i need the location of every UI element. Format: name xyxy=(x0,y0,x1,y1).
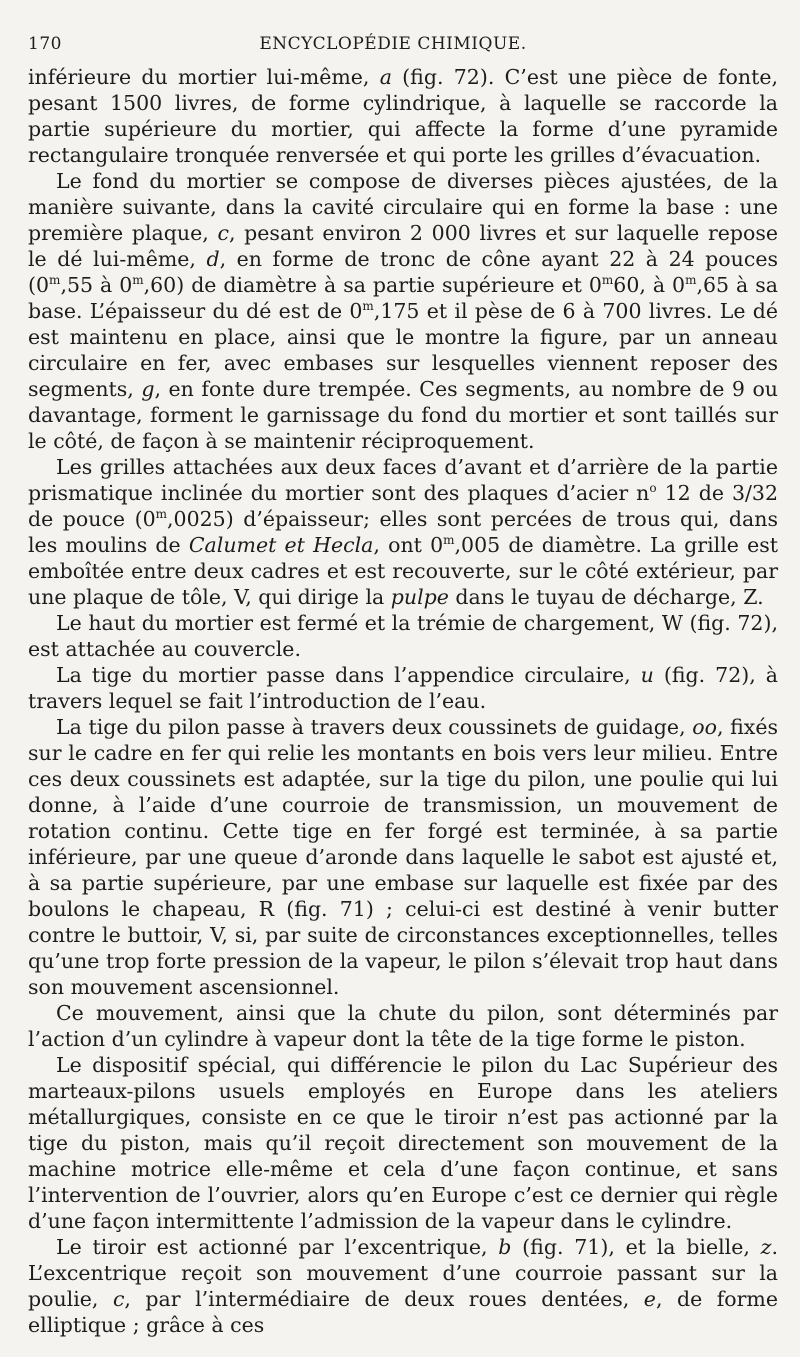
paragraph: Le fond du mortier se compose de diverses pièces ajustées, de la manière suivante, dans la cavité circulaire qui en forme la base : une première plaque, c, pesant environ 2 000 livres et sur laquelle repose le dé lui-même, d, en forme de tronc de cône ayant 22 à 24 pouces (0$^m$,55 à 0$^m$,60) de diamètre à sa partie supérieure et 0$^m$60, à 0$^m$,65 à sa base. L’épaisseur du dé est de 0$^m$,175 et il pèse de 6 à 700 livres. Le dé est maintenu en place, ainsi que le montre la figure, par un anneau circulaire en fer, avec embases sur lesquelles viennent reposer des segments, g, en fonte dure trempée. Ces segments, au nombre de 9 ou davantage, forment le garnissage du fond du mortier et sont taillés sur le côté, de façon à se maintenir réciproquement. xyxy=(28,169,778,453)
page-header xyxy=(28,34,778,62)
page-number: 170 xyxy=(28,34,62,54)
running-title: ENCYCLOPÉDIE CHIMIQUE. xyxy=(259,34,527,54)
paragraph: Le haut du mortier est fermé et la trémie de chargement, W (fig. 72), est attachée au couvercle. xyxy=(28,611,778,661)
paragraph: La tige du mortier passe dans l’appendice circulaire, u (fig. 72), à travers lequel se fait l’introduction de l’eau. xyxy=(28,663,778,713)
paragraph: inférieure du mortier lui-même, a (fig. 72). C’est une pièce de fonte, pesant 1500 livres, de forme cylindrique, à laquelle se raccorde la partie supérieure du mortier, qui affecte la forme d’une pyramide rectangulaire tronquée renversée et qui porte les grilles d’évacuation. xyxy=(28,65,778,167)
paragraph: La tige du pilon passe à travers deux coussinets de guidage, oo, fixés sur le cadre en fer qui relie les montants en bois vers leur milieu. Entre ces deux coussinets est adaptée, sur la tige du pilon, une poulie qui lui donne, à l’aide d’une courroie de transmission, un mouvement de rotation continu. Cette tige en fer forgé est terminée, à sa partie inférieure, par une queue d’aronde dans laquelle le sabot est ajusté et, à sa partie supérieure, par une embase sur laquelle est fixée par des boulons le chapeau, R (fig. 71) ; celui-ci est destiné à venir butter contre le buttoir, V, si, par suite de circonstances exceptionnelles, telles qu’une trop forte pression de la vapeur, le pilon s’élevait trop haut dans son mouvement ascensionnel. xyxy=(28,715,778,999)
paragraph: Les grilles attachées aux deux faces d’avant et d’arrière de la partie prismatique inclinée du mortier sont des plaques d’acier $n^o$ 12 de 3/32 de pouce (0$^m$,0025) d’épaisseur; elles sont percées de trous qui, dans les moulins de Calumet et Hecla, ont 0$^m$,005 de diamètre. La grille est emboîtée entre deux cadres et est recouverte, sur le côté extérieur, par une plaque de tôle, V, qui dirige la pulpe dans le tuyau de décharge, Z. xyxy=(28,455,778,609)
body-text xyxy=(28,64,778,1338)
paragraph: Ce mouvement, ainsi que la chute du pilon, sont déterminés par l’action d’un cylindre à vapeur dont la tête de la tige forme le piston. xyxy=(28,1001,778,1051)
paragraph: Le tiroir est actionné par l’excentrique, b (fig. 71), et la bielle, z. L’excentrique reçoit son mouvement d’une courroie passant sur la poulie, c, par l’intermédiaire de deux roues dentées, e, de forme elliptique ; grâce à ces xyxy=(28,1235,779,1337)
paragraph: Le dispositif spécial, qui différencie le pilon du Lac Supérieur des marteaux-pilons usuels employés en Europe dans les ateliers métallurgiques, consiste en ce que le tiroir n’est pas actionné par la tige du piston, mais qu’il reçoit directement son mouvement de la machine motrice elle-même et cela d’une façon continue, et sans l’intervention de l’ouvrier, alors qu’en Europe c’est ce dernier qui règle d’une façon intermittente l’admission de la vapeur dans le cylindre. xyxy=(28,1053,778,1233)
